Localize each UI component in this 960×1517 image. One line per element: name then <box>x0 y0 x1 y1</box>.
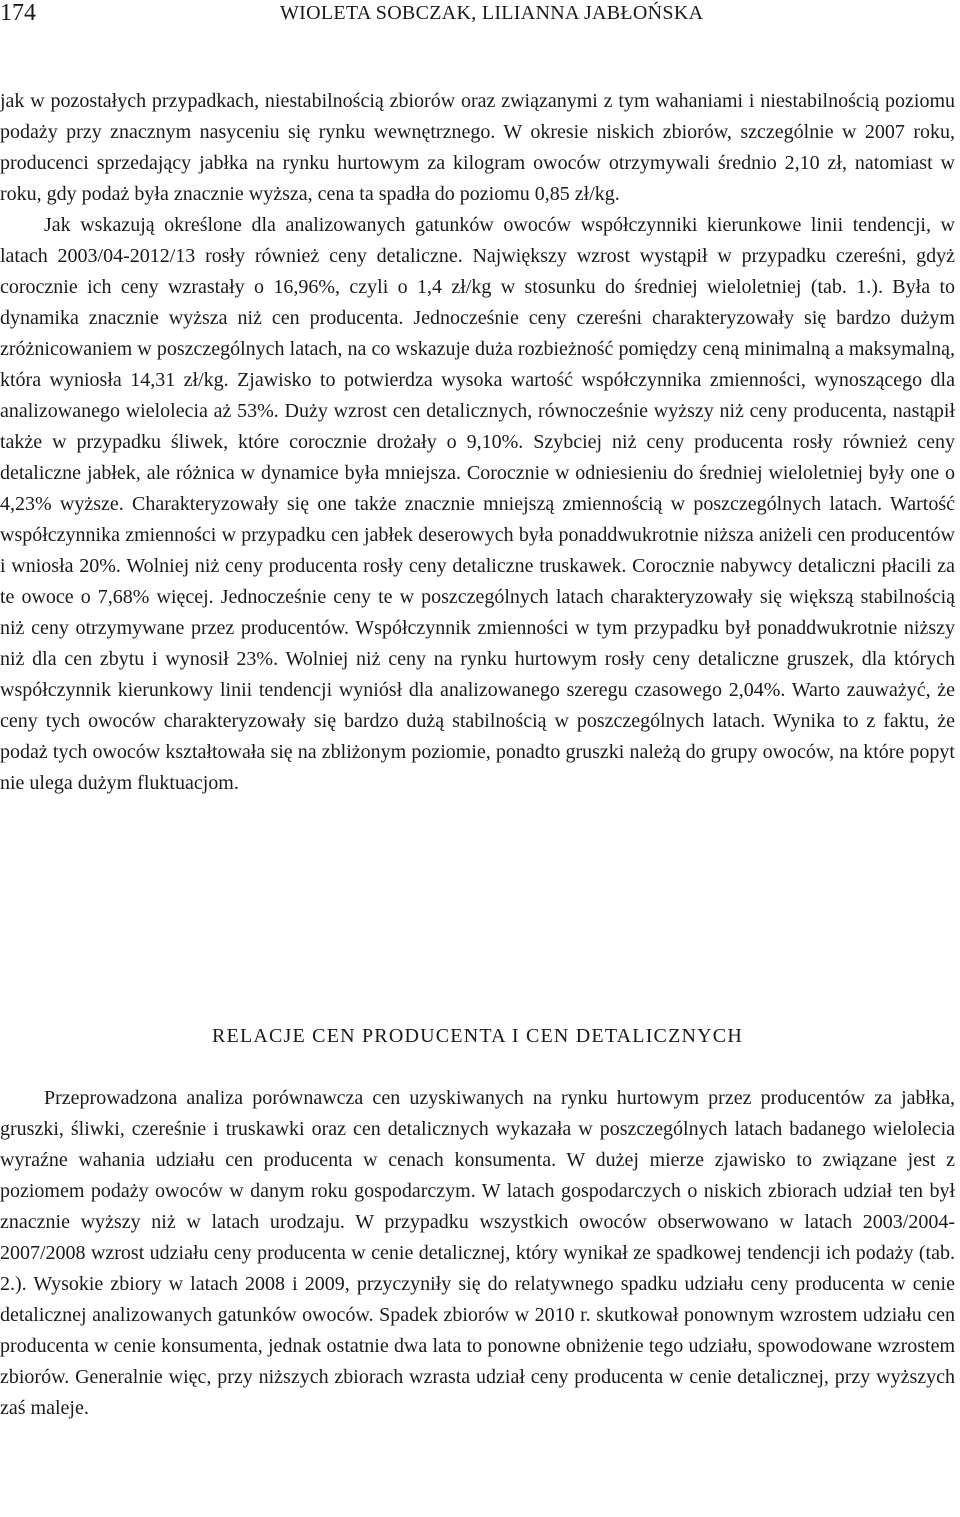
paragraph-price-relations: Przeprowadzona analiza porównawcza cen uzyskiwanych na rynku hurtowym przez producentów za jabłka, gruszki, śliwki, czereśnie i truskawki oraz cen detalicznych wykazała w poszczególnych latach badanego wielolecia wyraźne wahania udziału cen producenta w cenach konsumenta. W dużej mierze zjawisko to związane jest z poziomem podaży owoców w danym roku gospodarczym. W latach gospodarczych o niskich zbiorach udział ten był znacznie wyższy niż w latach urodzaju. W przypadku wszystkich owoców obserwowano w latach 2003/2004-2007/2008 wzrost udziału ceny producenta w cenie detalicznej, który wynikał ze spadkowej tendencji ich podaży (tab. 2.). Wysokie zbiory w latach 2008 i 2009, przyczyniły się do relatywnego spadku udziału ceny producenta w cenie detalicznej analizowanych gatunków owoców. Spadek zbiorów w 2010 r. skutkował ponownym wzrostem udziału cen producenta w cenie konsumenta, jednak ostatnie dwa lata to ponowne obniżenie tego udziału, spowodowane wzrostem zbiorów. Generalnie więc, przy niższych zbiorach wzrasta udział ceny producenta w cenie detalicznej, przy wyższych zaś maleje. <box>0 1087 955 1419</box>
section-heading: RELACJE CEN PRODUCENTA I CEN DETALICZNYCH <box>212 1025 743 1047</box>
page-number: 174 <box>0 0 36 26</box>
running-header <box>0 0 960 30</box>
section-body <box>0 1083 955 1424</box>
paragraph-continued: jak w pozostałych przypadkach, niestabilnością zbiorów oraz związanymi z tym wahaniami i niestabilnością poziomu podaży przy znacznym nasyceniu się rynku wewnętrznego. W okresie niskich zbiorów, szczególnie w 2007 roku, producenci sprzedający jabłka na rynku hurtowym za kilogram owoców otrzymywali średnio 2,10 zł, natomiast w roku, gdy podaż była znacznie wyższa, cena ta spadła do poziomu 0,85 zł/kg. <box>0 90 955 205</box>
header-authors: WIOLETA SOBCZAK, LILIANNA JABŁOŃSKA <box>280 2 704 24</box>
body-text-block <box>0 86 955 799</box>
paragraph-retail-prices: Jak wskazują określone dla analizowanych gatunków owoców współczynniki kierunkowe linii tendencji, w latach 2003/04-2012/13 rosły również ceny detaliczne. Największy wzrost wystąpił w przypadku czereśni, gdyż corocznie ich ceny wzrastały o 16,96%, czyli o 1,4 zł/kg w stosunku do średniej wieloletniej (tab. 1.). Była to dynamika znacznie wyższa niż cen producenta. Jednocześnie ceny czereśni charakteryzowały się bardzo dużym zróżnicowaniem w poszczególnych latach, na co wskazuje duża rozbieżność pomiędzy ceną minimalną a maksymalną, która wyniosła 14,31 zł/kg. Zjawisko to potwierdza wysoka wartość współczynnika zmienności, wynoszącego dla analizowanego wielolecia aż 53%. Duży wzrost cen detalicznych, równocześnie wyższy niż ceny producenta, nastąpił także w przypadku śliwek, które corocznie drożały o 9,10%. Szybciej niż ceny producenta rosły również ceny detaliczne jabłek, ale różnica w dynamice była mniejsza. Corocznie w odniesieniu do średniej wieloletniej były one o 4,23% wyższe. Charakteryzowały się one także znacznie mniejszą zmiennością w poszczególnych latach. Wartość współczynnika zmienności w przypadku cen jabłek deserowych była ponaddwukrotnie niższa aniżeli cen producentów i wniosła 20%. Wolniej niż ceny producenta rosły ceny detaliczne truskawek. Corocznie nabywcy detaliczni płacili za te owoce o 7,68% więcej. Jednocześnie ceny te w poszczególnych latach charakteryzowały się większą stabilnością niż ceny otrzymywane przez producentów. Współczynnik zmienności w tym przypadku był ponaddwukrotnie niższy niż dla cen zbytu i wynosił 23%. Wolniej niż ceny na rynku hurtowym rosły ceny detaliczne gruszek, dla których współczynnik kierunkowy linii tendencji wyniósł dla analizowanego szeregu czasowego 2,04%. Warto zauważyć, że ceny tych owoców charakteryzowały się bardzo dużą stabilnością w poszczególnych latach. Wynika to z faktu, że podaż tych owoców kształtowała się na zbliżonym poziomie, ponadto gruszki należą do grupy owoców, na które popyt nie ulega dużym fluktuacjom. <box>0 214 955 794</box>
